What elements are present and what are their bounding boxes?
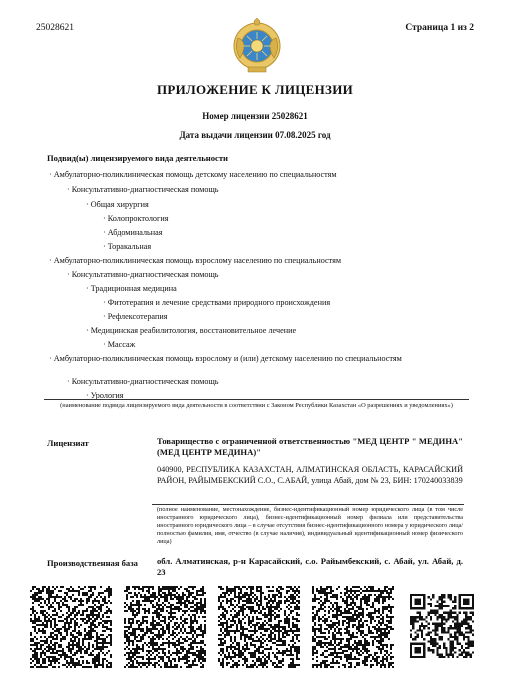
subtypes-heading: Подвид(ы) лицензируемого вида деятельности (47, 153, 229, 163)
list-item: · Рефлексотерапия (103, 312, 168, 321)
barcode-1 (30, 586, 112, 668)
list-item: · Консультативно-диагностическая помощь (67, 377, 219, 386)
licensee-address: 040900, РЕСПУБЛИКА КАЗАХСТАН, АЛМАТИНСКАЯ ОБЛАСТЬ, КАРАСАЙСКИЙ РАЙОН, РАЙЫМБЕКСКИЙ С.О., С.АБАЙ, улица Абай, дом № 23, БИН: 170240033839 (157, 465, 463, 485)
license-number: Номер лицензии 25028621 (202, 111, 308, 121)
licensee-note: (полное наименование, местонахождение, бизнес-идентификационный номер юридического лица (в том числе иностранного юридического лица), бизнес-идентификационный номер филиала или представительства иностранного юридического лица – в случае отсутствия бизнес-идентификационного номера у юридического лица/полностью фамилия, имя, отчество (в случае наличия), индивидуальный идентификационный номер физического лица) (157, 506, 463, 545)
list-item: · Амбулаторно-поликлиническая помощь взрослому населению по специальностям (49, 256, 341, 265)
list-item: · Абдоминальная (103, 228, 163, 237)
license-issue-date: Дата выдачи лицензии 07.08.2025 год (179, 130, 331, 140)
page-title: ПРИЛОЖЕНИЕ К ЛИЦЕНЗИИ (156, 82, 354, 97)
production-base-value: обл. Алматинская, р-н Карасайский, с.о. Райымбекский, с. Абай, ул. Абай, д. 23 (157, 556, 463, 577)
list-item: · Колопроктология (103, 214, 169, 223)
licensee-label: Лицензиат (47, 438, 89, 448)
list-item: · Амбулаторно-поликлиническая помощь взрослому и (или) детскому населению по специальностям (49, 354, 402, 363)
divider (152, 504, 464, 505)
list-item: · Фитотерапия и лечение средствами природного происхождения (103, 298, 330, 307)
list-item: · Урология (86, 391, 124, 400)
list-item: · Торакальная (103, 242, 151, 251)
list-item: · Общая хирургия (86, 200, 149, 209)
list-item: · Консультативно-диагностическая помощь (67, 185, 219, 194)
state-emblem-icon (232, 18, 282, 74)
list-item: · Амбулаторно-поликлиническая помощь детскому населению по специальностям (49, 170, 337, 179)
document-number: 25028621 (36, 23, 74, 33)
list-item: · Массаж (103, 340, 135, 349)
list-item: · Традиционная медицина (86, 284, 177, 293)
licensee-name: Товарищество с ограниченной ответственностью "МЕД ЦЕНТР " МЕДИНА" (МЕД ЦЕНТР МЕДИНА)" (157, 436, 463, 457)
barcode-3 (218, 586, 300, 668)
list-item: · Медицинская реабилитология, восстановительное лечение (86, 326, 296, 335)
divider (44, 399, 469, 400)
subtypes-note: (наименование подвида лицензируемого вида деятельности в соответствии с Законом Республики Казахстан «О разрешениях и уведомлениях») (60, 402, 453, 409)
list-item: · Консультативно-диагностическая помощь (67, 270, 219, 279)
qr-code (410, 594, 474, 658)
barcode-4 (312, 586, 394, 668)
production-base-label: Производственная база (47, 558, 138, 568)
barcode-2 (124, 586, 206, 668)
page-indicator: Страница 1 из 2 (405, 23, 474, 33)
